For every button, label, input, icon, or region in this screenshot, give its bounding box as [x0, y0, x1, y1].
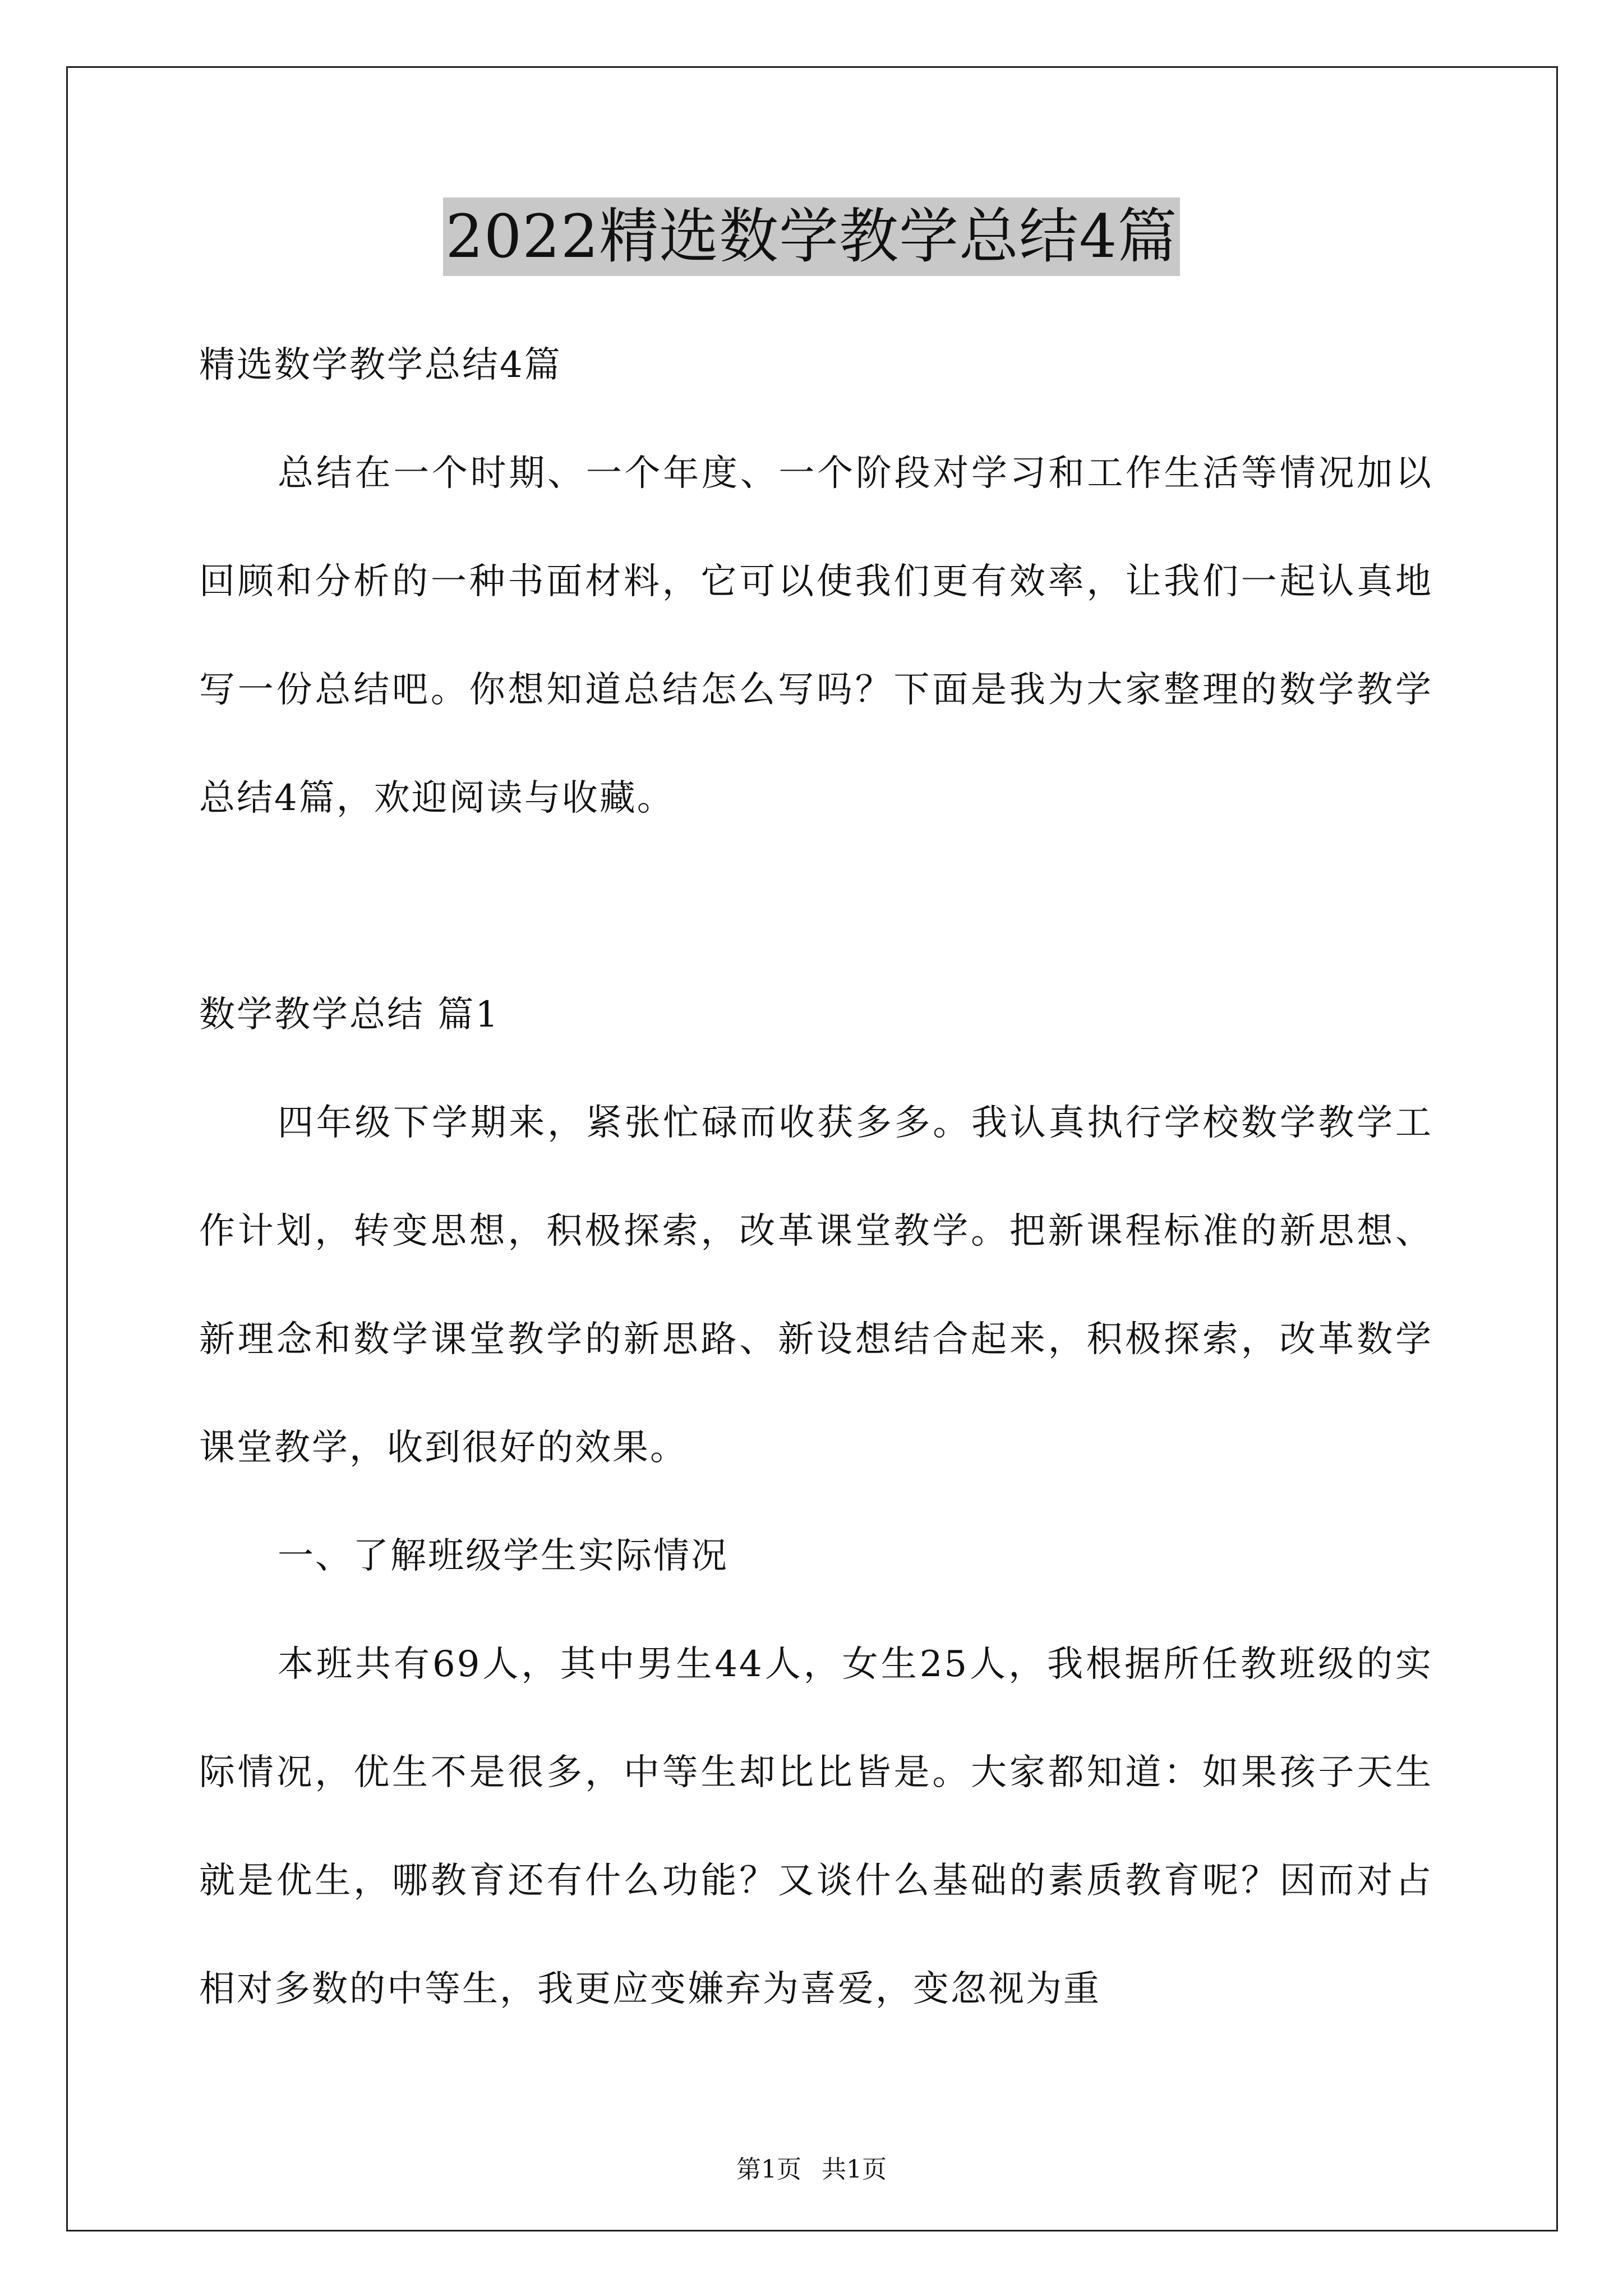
title-container [0, 197, 1623, 276]
document-title: 2022精选数学教学总结4篇 [443, 197, 1179, 276]
document-subtitle: 精选数学教学总结4篇 [199, 344, 562, 386]
body-heading-1: 一、了解班级学生实际情况 [278, 1535, 728, 1577]
page-total: 共1页 [822, 2155, 887, 2184]
body-paragraph-2: 本班共有69人，其中男生44人，女生25人，我根据所任教班级的实际情况，优生不是很多，中等生却比比皆是。大家都知道：如果孩子天生就是优生，哪教育还有什么功能？又谈什么基础的素质教育呢？因而对占相对多数的中等生，我更应变嫌弃为喜爱，变忽视为重 [199, 1644, 1433, 2010]
body-paragraph-1: 四年级下学期来，紧张忙碌而收获多多。我认真执行学校数学教学工作计划，转变思想，积极探索，改革课堂教学。把新课程标准的新思想、新理念和数学课堂教学的新思路、新设想结合起来，积极探索，改革数学课堂教学，收到很好的效果。 [199, 1102, 1433, 1469]
page-footer [0, 2153, 1623, 2187]
page-number: 第1页 [736, 2155, 801, 2184]
section-heading: 数学教学总结 篇1 [199, 994, 500, 1036]
document-body [199, 311, 1433, 2044]
intro-paragraph: 总结在一个时期、一个年度、一个阶段对学习和工作生活等情况加以回顾和分析的一种书面材料，它可以使我们更有效率，让我们一起认真地写一份总结吧。你想知道总结怎么写吗？下面是我为大家整理的数学教学总结4篇，欢迎阅读与收藏。 [199, 453, 1433, 819]
